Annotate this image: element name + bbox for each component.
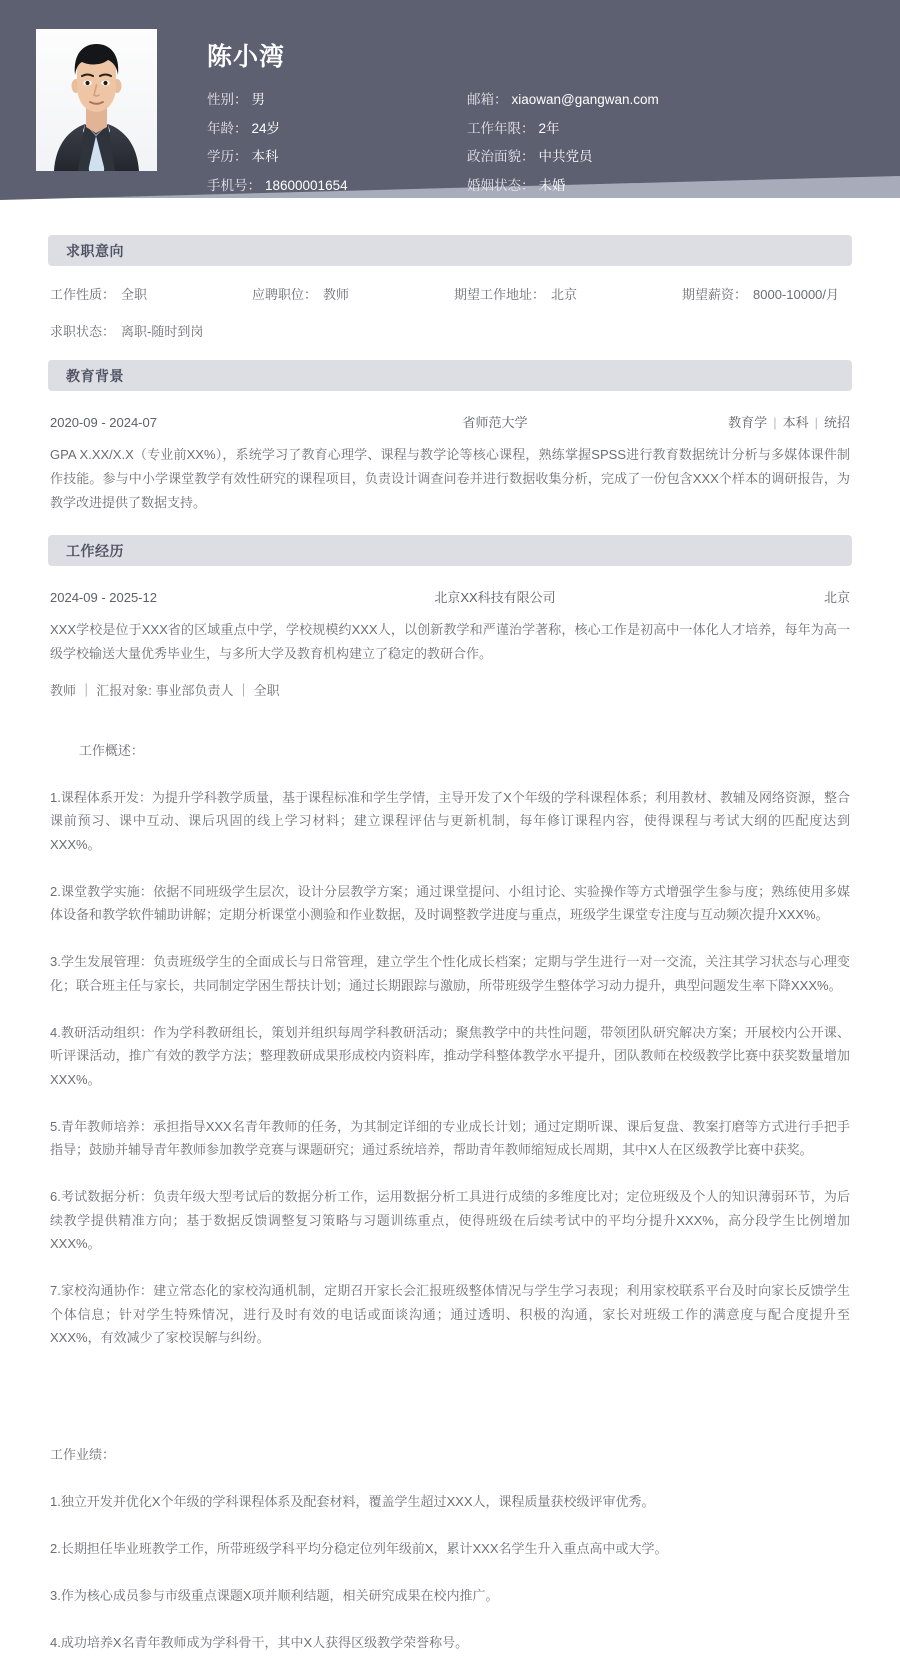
work-overview-item-4: 4.教研活动组织：作为学科教研组长，策划并组织每周学科教研活动；聚焦教学中的共性问题，带领团队研究解决方案；开展校内公开课、听评课活动，推广有效的教学方法；整理教研成果形成校内资料库，推动学科整体教学水平提升，团队教师在校级教学比赛中获奖数量增加XXX%。 [50, 1024, 850, 1087]
education-tags [610, 412, 850, 431]
field-target-location: 期望工作地址： 北京 [454, 287, 578, 302]
work-block [48, 587, 852, 1678]
field-target-position: 应聘职位： 教师 [252, 287, 350, 302]
field-job-type: 工作性质： 全职 [50, 287, 148, 302]
section-header-job-intent [48, 235, 852, 266]
work-company-intro: XXX学校是位于XXX省的区域重点中学，学校规模约XXX人，以创新教学和严谨治学著称，核心工作是初高中一体化人才培养，每年为高一级学校输送大量优秀毕业生，与多所大学及教育机构建立了稳定的教研合作。 [50, 622, 850, 661]
work-overview-item-1: 1.课程体系开发：为提升学科教学质量，基于课程标准和学生学情，主导开发了X个年级的学科课程体系；利用教材、教辅及网络资源，整合课前预习、课中互动、课后巩固的线上学习材料；建立课程评估与更新机制，每年修订课程内容，使得课程与考试大纲的匹配度达到XXX%。 [50, 789, 850, 852]
education-entry-header [50, 412, 850, 431]
section-title-work: 工作经历 [66, 542, 124, 559]
resume-header [0, 0, 900, 215]
education-tag-admission: 统招 [823, 415, 850, 430]
work-achievement-item-2: 2.长期担任毕业班教学工作，所带班级学科平均分稳定位列年级前X，累计XXX名学生升入重点高中或大学。 [50, 1541, 668, 1556]
person-name: 陈小湾 [207, 43, 286, 71]
work-achievements [50, 1396, 850, 1678]
section-header-education [48, 360, 852, 391]
work-achievement-item-1: 1.独立开发并优化X个年级的学科课程体系及配套材料，覆盖学生超过XXX人，课程质量获校级评审优秀。 [50, 1494, 655, 1509]
field-job-status: 求职状态： 离职-随时到岗 [50, 324, 204, 339]
info-political-status: 政治面貌： 中共党员 [467, 149, 593, 165]
job-intent-row-1 [50, 284, 850, 303]
job-intent-row-2 [50, 321, 850, 340]
work-overview-item-3: 3.学生发展管理：负责班级学生的全面成长与日常管理，建立学生个性化成长档案；定期与学生进行一对一交流，关注其学习状态与心理变化；联合班主任与家长，共同制定学困生帮扶计划；通过长期跟踪与激励，所带班级学生整体学习动力提升，典型问题发生率下降XXX%。 [50, 954, 850, 993]
work-overview [50, 715, 850, 1373]
identity-block [193, 29, 900, 194]
education-tag-major: 教育学 [728, 415, 768, 430]
education-description: GPA X.XX/X.X（专业前XX%），系统学习了教育心理学、课程与教学论等核心课程，熟练掌握SPSS进行教育数据统计分析与多媒体课件制作技能。参与中小学课堂教学有效性研究的课程项目，负责设计调查问卷并进行数据收集分析，完成了一份包含XXX个样本的调研报告，为教学改进提供了数据支持。 [50, 447, 850, 510]
work-achievement-item-4: 4.成功培养X名青年教师成为学科骨干，其中X人获得区级教学荣誉称号。 [50, 1635, 469, 1650]
work-achievement-title: 工作业绩： [50, 1447, 116, 1462]
work-overview-title: 工作概述： [78, 742, 144, 758]
info-degree: 学历： 本科 [207, 149, 279, 165]
info-age: 年龄： 24岁 [207, 120, 281, 136]
info-email: 邮箱： xiaowan@gangwan.com [467, 92, 659, 107]
section-title-education: 教育背景 [66, 367, 124, 384]
education-block [48, 412, 852, 515]
avatar [36, 29, 157, 171]
header-info-grid [207, 91, 900, 194]
info-gender: 性别： 男 [207, 92, 265, 107]
work-overview-item-5: 5.青年教师培养：承担指导XXX名青年教师的任务，为其制定详细的专业成长计划；通过定期听课、课后复盘、教案打磨等方式进行手把手指导；鼓励并辅导青年教师参加教学竞赛与课题研究；通过系统培养，帮助青年教师缩短成长周期，其中X人在区级教学比赛中获奖。 [50, 1118, 850, 1157]
work-overview-item-2: 2.课堂教学实施：依据不同班级学生层次，设计分层教学方案；通过课堂提问、小组讨论、实验操作等方式增强学生参与度；熟练使用多媒体设备和教学软件辅助讲解；定期分析课堂小测验和作业数据，及时调整教学进度与重点，班级学生课堂专注度与互动频次提升XXX%。 [50, 883, 850, 922]
work-location: 北京 [823, 590, 850, 605]
info-years-experience: 工作年限： 2年 [467, 120, 560, 136]
info-phone: 手机号： 18600001654 [207, 177, 348, 193]
field-expected-salary: 期望薪资： 8000-10000/月 [682, 287, 840, 302]
job-intent-block [48, 284, 852, 340]
education-date: 2020-09 - 2024-07 [50, 415, 157, 430]
work-entry-header [50, 587, 850, 606]
work-role-line: 教师 ｜ 汇报对象: 事业部负责人 ｜ 全职 [50, 683, 280, 698]
block-spacer [50, 1373, 850, 1396]
work-date: 2024-09 - 2025-12 [50, 590, 157, 605]
section-title-job-intent: 求职意向 [66, 242, 124, 259]
education-school: 省师范大学 [462, 415, 528, 430]
work-achievement-item-3: 3.作为核心成员参与市级重点课题X项并顺利结题，相关研究成果在校内推广。 [50, 1588, 499, 1603]
tag-separator: | [773, 415, 777, 430]
section-header-work [48, 535, 852, 566]
work-overview-item-7: 7.家校沟通协作：建立常态化的家校沟通机制，定期召开家长会汇报班级整体情况与学生学习表现；利用家校联系平台及时向家长反馈学生个体信息；针对学生特殊情况，进行及时有效的电话或面谈沟通；通过透明、积极的沟通，家长对班级工作的满意度与配合度提升至XXX%，有效减少了家校误解与纠纷。 [50, 1283, 850, 1345]
tag-separator: | [814, 415, 818, 430]
work-overview-item-6: 6.考试数据分析：负责年级大型考试后的数据分析工作，运用数据分析工具进行成绩的多维度比对；定位班级及个人的知识薄弱环节，为后续教学提供精准方向；基于数据反馈调整复习策略与习题训练重点，使得班级在后续考试中的平均分提升XXX%，高分段学生比例增加XXX%。 [50, 1189, 850, 1251]
info-marital-status: 婚姻状态： 未婚 [467, 177, 566, 193]
profile-photo-icon [36, 29, 157, 171]
resume-content [0, 235, 900, 1678]
work-company: 北京XX科技有限公司 [434, 590, 556, 605]
education-tag-degree: 本科 [782, 415, 809, 430]
